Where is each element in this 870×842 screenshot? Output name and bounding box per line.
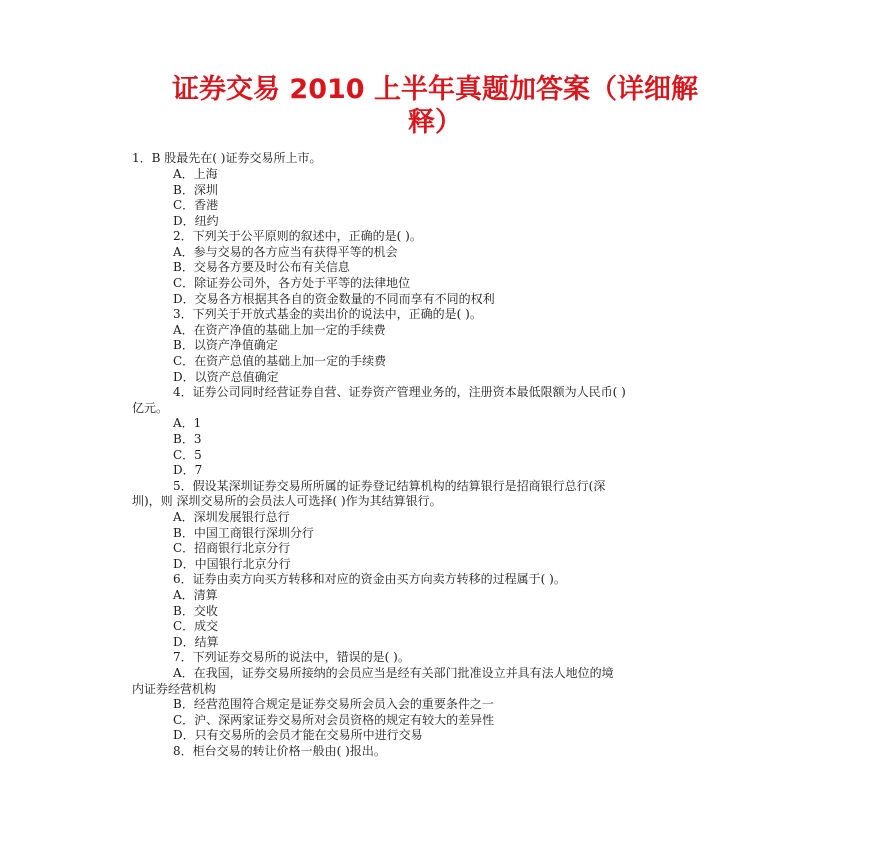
- question-5: 5．假设某深圳证券交易所所属的证券登记结算机构的结算银行是招商银行总行(深: [173, 479, 606, 493]
- option-3c: C．在资产总值的基础上加一定的手续费: [173, 354, 387, 368]
- option-3a: A．在资产净值的基础上加一定的手续费: [173, 323, 386, 337]
- option-4b: B．3: [173, 432, 202, 446]
- option-6d: D．结算: [173, 635, 219, 649]
- option-3b: B．以资产净值确定: [173, 338, 278, 352]
- option-7b: B．经营范围符合规定是证券交易所会员入会的重要条件之一: [173, 697, 494, 711]
- option-1c: C．香港: [173, 198, 219, 212]
- option-6a: A．清算: [173, 588, 218, 602]
- option-3d: D．以资产总值确定: [173, 370, 279, 384]
- option-4a: A．1: [173, 416, 202, 430]
- option-2b: B．交易各方要及时公布有关信息: [173, 260, 350, 274]
- option-4d: D．7: [173, 463, 203, 477]
- question-4-cont: 亿元。: [132, 401, 169, 415]
- option-1b: B．深圳: [173, 183, 218, 197]
- option-7d: D．只有交易所的会员才能在交易所中进行交易: [173, 728, 423, 742]
- document-title-line1: 证券交易 2010 上半年真题加答案（详细解: [172, 74, 698, 105]
- document-title-line2: 释）: [408, 107, 462, 138]
- option-5b: B．中国工商银行深圳分行: [173, 526, 314, 540]
- option-4c: C．5: [173, 448, 202, 462]
- option-6c: C．成交: [173, 619, 219, 633]
- option-1d: D．纽约: [173, 214, 219, 228]
- question-7: 7．下列证券交易所的说法中，错误的是( )。: [173, 650, 410, 664]
- option-7c: C．沪、深两家证券交易所对会员资格的规定有较大的差异性: [173, 713, 495, 727]
- option-2d: D．交易各方根据其各自的资金数量的不同而享有不同的权利: [173, 292, 495, 306]
- option-7a: A．在我国，证券交易所接纳的会员应当是经有关部门批准设立并具有法人地位的境: [173, 666, 614, 680]
- option-2c: C．除证券公司外，各方处于平等的法律地位: [173, 276, 411, 290]
- option-2a: A．参与交易的各方应当有获得平等的机会: [173, 245, 398, 259]
- question-4: 4．证券公司同时经营证券自营、证券资产管理业务的，注册资本最低限额为人民币( ): [173, 385, 626, 399]
- option-5d: D．中国银行北京分行: [173, 557, 291, 571]
- option-6b: B．交收: [173, 604, 218, 618]
- question-3: 3．下列关于开放式基金的卖出价的说法中，正确的是( )。: [173, 307, 482, 321]
- question-6: 6．证券由卖方向买方转移和对应的资金由买方向卖方转移的过程属于( )。: [173, 572, 566, 586]
- option-7a-cont: 内证券经营机构: [132, 682, 217, 696]
- question-5-cont: 圳)，则 深圳交易所的会员法人可选择( )作为其结算银行。: [132, 494, 442, 508]
- question-2: 2．下列关于公平原则的叙述中，正确的是( )。: [173, 229, 422, 243]
- question-1: 1．B 股最先在( )证券交易所上市。: [132, 151, 322, 165]
- option-1a: A．上海: [173, 167, 218, 181]
- option-5c: C．招商银行北京分行: [173, 541, 291, 555]
- question-8: 8．柜台交易的转让价格一般由( )报出。: [173, 744, 386, 758]
- option-5a: A．深圳发展银行总行: [173, 510, 290, 524]
